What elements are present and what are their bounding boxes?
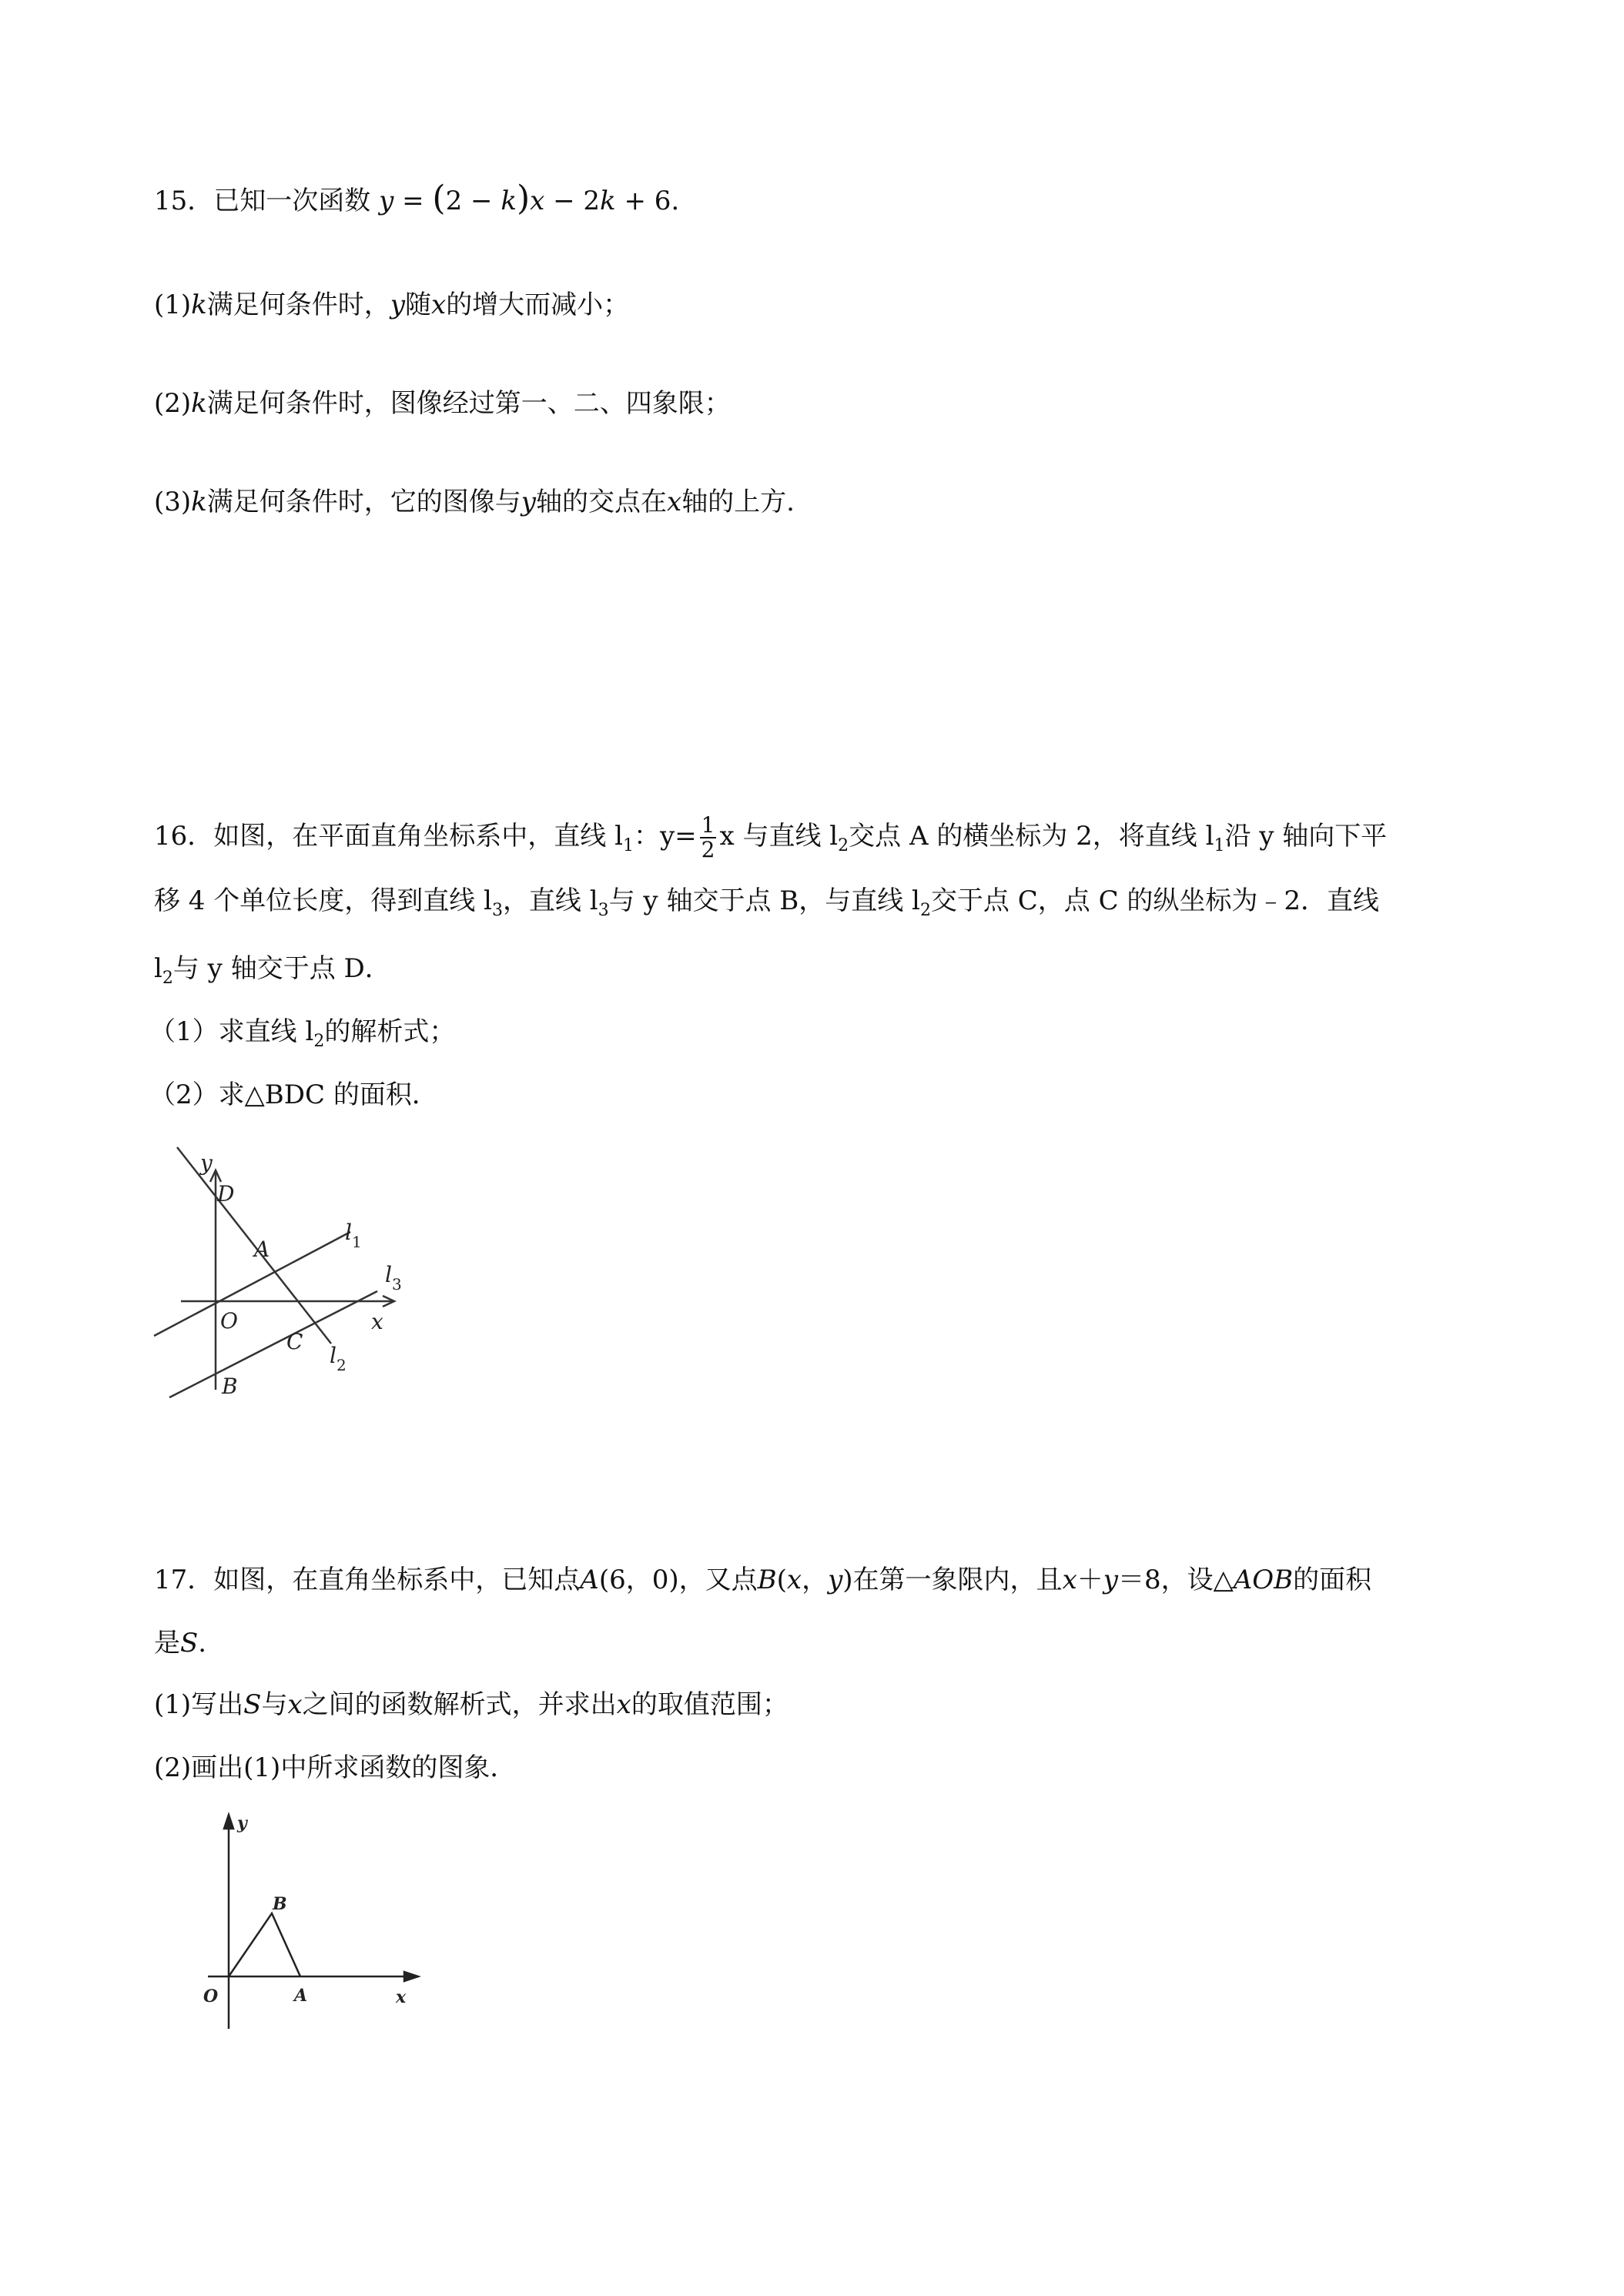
var-k: k (191, 290, 207, 320)
var-y: y (379, 186, 394, 216)
label-A: A (254, 1237, 270, 1262)
text: 交于点 C，点 C 的纵坐标为﹣2．直线 (930, 885, 1380, 916)
text: 移 4 个单位长度，得到直线 l (154, 885, 492, 916)
text: 的解析式； (324, 1016, 456, 1047)
l: l (345, 1220, 352, 1245)
sub: 2 (336, 1356, 347, 1374)
plus-6: + 6 (615, 186, 671, 216)
var-x: x (616, 1689, 631, 1720)
label-C: C (286, 1329, 303, 1354)
text: ＋ (1077, 1565, 1103, 1595)
q16-line2 (154, 884, 1379, 928)
text: （2）求△BDC 的面积． (149, 1079, 438, 1110)
q16-figure (146, 1140, 424, 1401)
text: (6，0)，又点 (598, 1565, 758, 1595)
text: ：y= (633, 821, 697, 852)
label-l1 (345, 1220, 362, 1251)
var-A: A (580, 1565, 599, 1595)
q17-line2 (154, 1626, 206, 1660)
var-B: B (757, 1565, 777, 1595)
text: 满足何条件时，它的图像与 (206, 487, 521, 517)
q15-stem (154, 179, 680, 218)
subscript: 2 (919, 900, 931, 920)
var-k: k (191, 388, 207, 419)
label-y: y (237, 1813, 247, 1833)
label-O: O (203, 1986, 219, 2006)
label-l3 (385, 1262, 402, 1294)
text: 之间的函数解析式，并求出 (302, 1689, 617, 1720)
label-x: x (371, 1309, 383, 1334)
line-l3 (169, 1291, 377, 1397)
text: 17．如图，在直角坐标系中，已知点 (154, 1565, 581, 1595)
subscript: 3 (491, 900, 503, 920)
l: l (385, 1262, 392, 1287)
label-B: B (222, 1374, 238, 1399)
part-num: (1) (154, 290, 192, 320)
q17-part2 (154, 1751, 516, 1785)
label-y: y (200, 1150, 213, 1176)
part-num: (2) (154, 388, 192, 419)
var-y: y (521, 487, 536, 517)
q15-part2 (154, 387, 731, 420)
l: l (330, 1343, 337, 1368)
fraction-half (700, 814, 717, 862)
var-x: x (667, 487, 682, 517)
q16-part2 (149, 1078, 438, 1112)
text: ( (776, 1565, 787, 1595)
var-x: x (786, 1565, 802, 1595)
text: 沿 y 轴向下平 (1224, 821, 1388, 852)
paren: ( (432, 179, 446, 218)
label-D: D (217, 1181, 235, 1207)
var-x: x (1062, 1565, 1077, 1595)
triangle-AOB (229, 1913, 300, 1976)
text: ＝8，设△ (1117, 1565, 1234, 1595)
text: 随 (405, 290, 431, 320)
q15-lead: 15．已知一次函数 (154, 186, 371, 216)
text: 16．如图，在平面直角坐标系中，直线 l (154, 821, 623, 852)
var-x: x (431, 290, 447, 320)
text: 满足何条件时，图像经过第一、二、四象限； (206, 388, 731, 419)
text: )在第一象限内，且 (842, 1565, 1063, 1595)
text: （1）求直线 l (149, 1016, 314, 1047)
q17-figure (193, 1806, 439, 2037)
subscript: 1 (622, 835, 634, 855)
q17-line1 (154, 1563, 1371, 1597)
var-k: k (600, 186, 616, 216)
q15-part1 (154, 288, 629, 322)
y-axis-arrow (224, 1815, 233, 1829)
text: 是 (154, 1628, 180, 1658)
var-y: y (390, 290, 405, 320)
x-axis-arrow (404, 1972, 418, 1981)
text: ，直线 l (502, 885, 598, 916)
num: 2 − (445, 186, 501, 216)
subscript: 3 (598, 900, 609, 920)
text: ， (802, 1565, 829, 1595)
eq: = (393, 186, 433, 216)
label-l2 (330, 1343, 347, 1374)
var-S: S (180, 1628, 199, 1658)
q16-line1 (154, 808, 1387, 874)
label-A: A (294, 1986, 308, 2006)
var-AOB: AOB (1233, 1565, 1294, 1595)
text: 轴的上方. (681, 487, 795, 517)
var-k: k (501, 186, 517, 216)
period: . (671, 186, 680, 216)
frac-num: 1 (701, 812, 715, 838)
text: 的增大而减小； (446, 290, 630, 320)
text: 与 y 轴交于点 D． (172, 953, 391, 984)
text: 与 (261, 1689, 288, 1720)
q17-part1 (154, 1688, 789, 1722)
var-x: x (530, 186, 545, 216)
subscript: 1 (1214, 835, 1225, 855)
q15-part3 (154, 485, 795, 519)
part-num: (3) (154, 487, 192, 517)
label-B: B (273, 1894, 287, 1914)
subscript: 2 (838, 835, 849, 855)
q16-part1 (149, 1015, 455, 1059)
var-y: y (828, 1565, 843, 1595)
paren: ) (516, 179, 531, 218)
var-y: y (1103, 1565, 1118, 1595)
text: (1)写出 (154, 1689, 244, 1720)
label-x: x (396, 1987, 407, 2007)
text: (2)画出(1)中所求函数的图象． (154, 1752, 517, 1783)
subscript: 2 (313, 1031, 325, 1051)
sub: 1 (351, 1233, 362, 1251)
var-x: x (287, 1689, 303, 1720)
frac-den: 2 (701, 837, 715, 862)
text: 交点 A 的横坐标为 2，将直线 l (849, 821, 1214, 852)
var-S: S (243, 1689, 262, 1720)
text: l (154, 953, 162, 984)
var-k: k (191, 487, 207, 517)
text: . (198, 1628, 207, 1658)
minus-2: − 2 (544, 186, 601, 216)
subscript: 2 (162, 968, 173, 988)
text: x 与直线 l (719, 821, 839, 852)
text: 满足何条件时， (206, 290, 390, 320)
text: 的取值范围； (631, 1689, 789, 1720)
label-O: O (220, 1308, 238, 1334)
text: 的面积 (1293, 1565, 1372, 1595)
sub: 3 (391, 1275, 402, 1294)
text: 轴的交点在 (536, 487, 667, 517)
text: 与 y 轴交于点 B，与直线 l (608, 885, 920, 916)
q16-line3 (154, 952, 391, 996)
